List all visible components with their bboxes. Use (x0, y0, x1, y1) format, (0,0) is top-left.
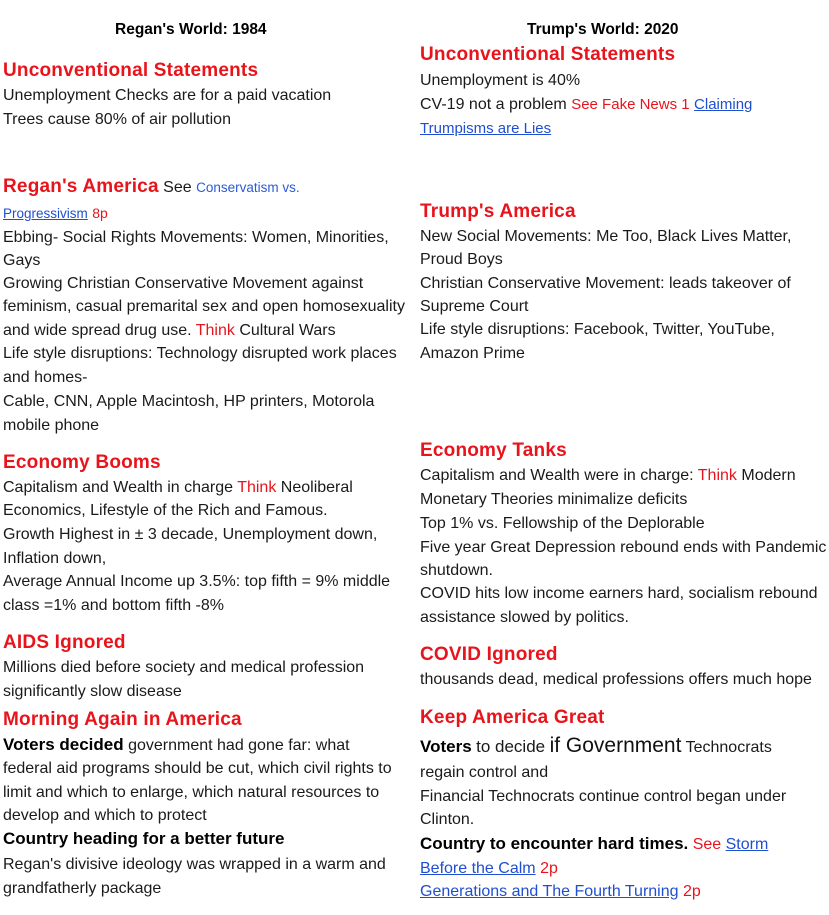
think-text: Think (195, 322, 235, 339)
left-s2-line: feminism, casual premarital sex and open homosexuality (3, 298, 405, 315)
left-economy-heading: Economy Booms (3, 452, 161, 473)
right-s3-line: shutdown. (420, 562, 493, 579)
right-s3-line: Top 1% vs. Fellowship of the Deplorable (420, 515, 705, 532)
left-s2-line: Gays (3, 252, 41, 269)
think-text: Think (697, 467, 737, 484)
left-s3-line: class =1% and bottom fifth -8% (3, 597, 224, 614)
left-s4-line: significantly slow disease (3, 683, 182, 700)
right-s5-line: Clinton. (420, 811, 475, 828)
right-s5-line (420, 832, 768, 857)
left-morning-heading: Morning Again in America (3, 709, 242, 730)
left-s1-line: Trees cause 80% of air pollution (3, 111, 231, 128)
right-s5-line: regain control and (420, 764, 549, 781)
text: Neoliberal (280, 479, 353, 496)
right-s5-line (420, 734, 772, 760)
country-hard-times-bold: Country to encounter hard times. (420, 834, 689, 853)
left-s5-line: develop and which to protect (3, 807, 207, 824)
right-s2-line: Christian Conservative Movement: leads takeover of (420, 275, 791, 292)
right-s3-line: assistance slowed by politics. (420, 609, 629, 626)
right-s5-line: Financial Technocrats continue control began under (420, 788, 787, 805)
text: to decide (476, 737, 546, 756)
left-s2-line: Life style disruptions: Technology disrupted work places (3, 345, 397, 362)
text: Capitalism and Wealth in charge (3, 479, 234, 496)
left-column-title: Regan's World: 1984 (115, 21, 267, 38)
conservatism-link-part1[interactable]: Conservatism vs. (196, 180, 300, 195)
right-s1-line: Unemployment is 40% (420, 72, 581, 89)
think-text: Think (237, 479, 277, 496)
left-s5-line: grandfatherly package (3, 880, 162, 897)
text: Technocrats (685, 739, 772, 756)
right-economy-heading: Economy Tanks (420, 440, 567, 461)
left-s5-line: limit and which to enlarge, which natural resources to (3, 784, 380, 801)
left-s3-line: Inflation down, (3, 550, 107, 567)
right-s2-line: Proud Boys (420, 251, 503, 268)
left-unconventional-heading: Unconventional Statements (3, 60, 259, 81)
right-keep-america-heading: Keep America Great (420, 707, 605, 728)
see-fake-news-text: See Fake News 1 (571, 96, 690, 113)
storm-link[interactable]: Storm (725, 836, 769, 853)
left-s5-line: Regan's divisive ideology was wrapped in a warm and (3, 856, 386, 873)
page-count: 2p (682, 883, 701, 900)
right-s2-line: New Social Movements: Me Too, Black Lives Matter, (420, 228, 792, 245)
voters-decided-bold: Voters decided (3, 735, 124, 754)
left-regans-america-heading-row (3, 176, 300, 200)
trumpisms-link[interactable]: Trumpisms are Lies (420, 120, 552, 137)
left-s1-line: Unemployment Checks are for a paid vacation (3, 87, 332, 104)
left-s2-line: Ebbing- Social Rights Movements: Women, Minorities, (3, 229, 389, 246)
left-aids-heading: AIDS Ignored (3, 632, 126, 653)
left-country-heading-bold: Country heading for a better future (3, 829, 285, 848)
text: Capitalism and Wealth were in charge: (420, 467, 694, 484)
see-text: See (692, 836, 722, 853)
right-s1-link-row (420, 117, 551, 141)
left-s3-line: Economics, Lifestyle of the Rich and Famous. (3, 502, 328, 519)
right-s3-line: Five year Great Depression rebound ends with Pandemic (420, 539, 827, 556)
left-s2-line: mobile phone (3, 417, 100, 434)
text: CV-19 not a problem (420, 96, 567, 113)
right-s5-link-row (420, 880, 701, 904)
right-s2-line: Supreme Court (420, 298, 529, 315)
right-s4-line: thousands dead, medical professions offers much hope (420, 671, 812, 688)
left-s2-link-row (3, 202, 108, 226)
right-unconventional-heading: Unconventional Statements (420, 44, 676, 65)
right-s3-line: Monetary Theories minimalize deficits (420, 491, 688, 508)
text: and wide spread drug use. (3, 322, 192, 339)
left-s3-line: Growth Highest in ± 3 decade, Unemployment down, (3, 526, 378, 543)
text: Modern (741, 467, 796, 484)
see-text: See (163, 179, 192, 196)
if-government-large: if Government (549, 734, 682, 757)
left-s2-line: Cable, CNN, Apple Macintosh, HP printers, Motorola (3, 393, 375, 410)
right-trumps-america-heading: Trump's America (420, 201, 576, 222)
progressivism-link[interactable]: Progressivism (3, 206, 88, 221)
left-regans-america-heading: Regan's America (3, 176, 159, 197)
left-s5-line (3, 733, 350, 758)
left-s3-line: Average Annual Income up 3.5%: top fifth = 9% middle (3, 573, 391, 590)
left-s2-line: Growing Christian Conservative Movement against (3, 275, 364, 292)
right-s3-line (420, 464, 796, 488)
right-s2-line: Life style disruptions: Facebook, Twitter, YouTube, (420, 321, 775, 338)
right-s1-line (420, 93, 752, 117)
before-the-calm-link[interactable]: Before the Calm (420, 860, 536, 877)
text: Cultural Wars (239, 322, 336, 339)
page-count: 8p (92, 205, 108, 221)
left-s2-line-cultural (3, 319, 336, 343)
left-s5-line: federal aid programs should be cut, which civil rights to (3, 760, 392, 777)
right-s5-link-row (420, 857, 558, 881)
right-covid-heading: COVID Ignored (420, 644, 558, 665)
right-s2-line: Amazon Prime (420, 345, 525, 362)
right-s3-line: COVID hits low income earners hard, socialism rebound (420, 585, 818, 602)
left-s2-line: and homes- (3, 369, 88, 386)
text: government had gone far: what (128, 737, 350, 754)
right-column-title: Trump's World: 2020 (527, 21, 679, 38)
left-s3-line (3, 476, 353, 500)
generations-fourth-turning-link[interactable]: Generations and The Fourth Turning (420, 883, 679, 900)
left-s4-line: Millions died before society and medical profession (3, 659, 365, 676)
voters-bold: Voters (420, 737, 472, 756)
page-count: 2p (540, 860, 558, 877)
claiming-link[interactable]: Claiming (694, 96, 753, 113)
